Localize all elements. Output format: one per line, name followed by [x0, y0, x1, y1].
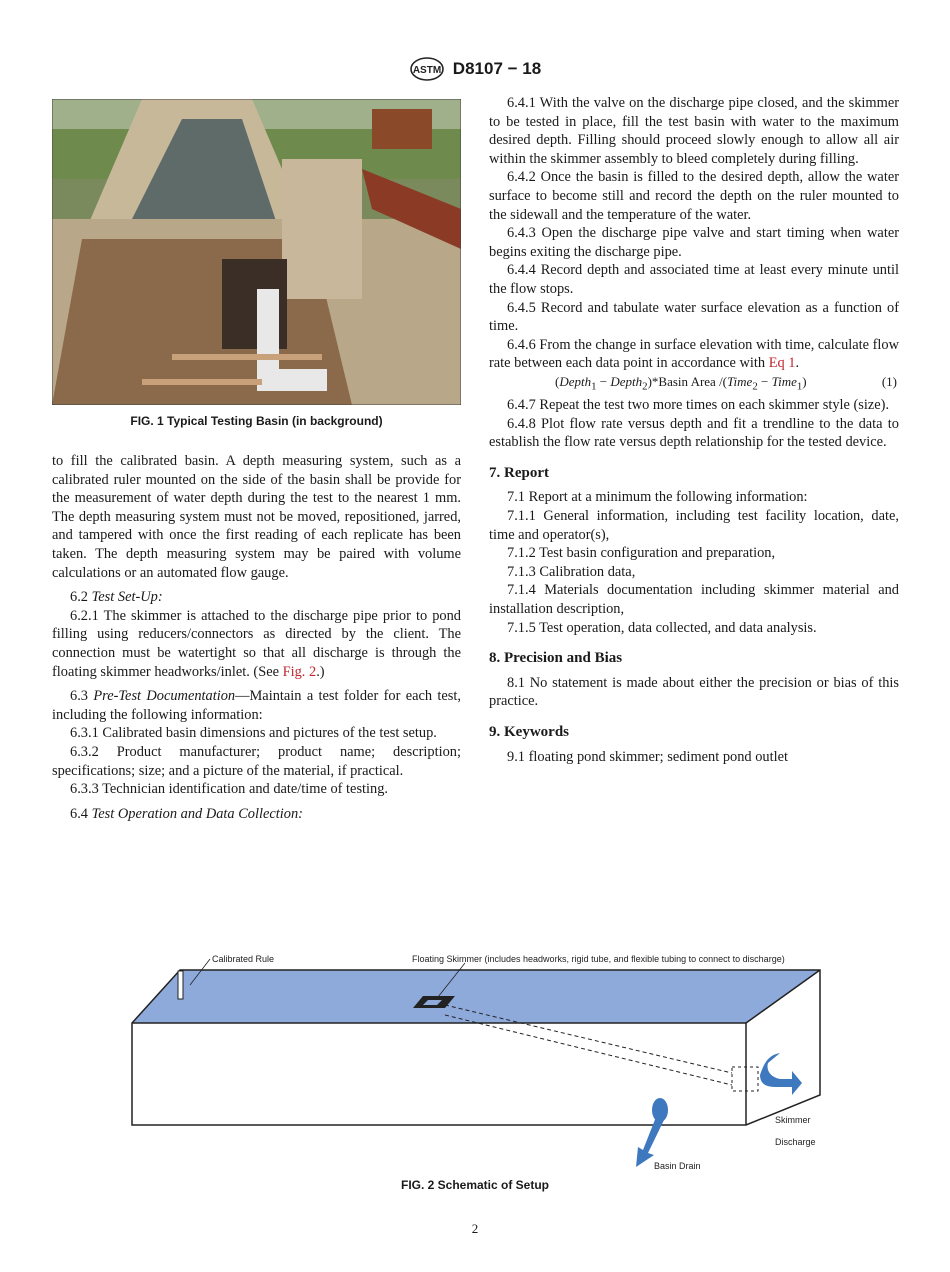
section-6-3-3: 6.3.3 Technician identification and date/time of testing.: [70, 781, 389, 798]
section-6-4-3: 6.4.3 Open the discharge pipe valve and start timing when water begins exiting the discharge pipe.: [489, 225, 899, 260]
skimmer-discharge-arrow: [760, 1053, 802, 1095]
label-skimmer: Skimmer: [775, 1115, 811, 1125]
equation-number: (1): [881, 373, 897, 389]
section-7-1-1: 7.1.1 General information, including test facility location, date, time and operator(s),: [489, 508, 899, 543]
equation-1: (Depth$_1$ − Depth$_2$)*Basin Area /(Time$_2$ − Time$_1$) (1): [555, 373, 897, 393]
page-header: [0, 57, 950, 81]
document-code: D8107 − 18: [452, 59, 542, 78]
section-6-4-7: 6.4.7 Repeat the test two more times on each skimmer style (size).: [507, 397, 890, 414]
astm-logo-icon: [409, 57, 445, 81]
label-discharge: Discharge: [775, 1137, 816, 1147]
basin-water-surface: [132, 970, 820, 1023]
section-6-4-1: 6.4.1 With the valve on the discharge pipe closed, and the skimmer to be tested in place, fill the test basin with water to the maximum desired depth. Filling should proceed slowly enough to allow all air within the skimmer assembly to bleed completely during filling.: [489, 95, 899, 167]
section-7-1-5: 7.1.5 Test operation, data collected, and data analysis.: [507, 619, 817, 636]
section-8-1: 8.1 No statement is made about either the precision or bias of this practice.: [489, 674, 899, 710]
fig1-caption: FIG. 1 Typical Testing Basin (in background): [130, 414, 383, 428]
section-6-3-2: 6.3.2 Product manufacturer; product name; description; specifications; size; and a picture of the material, if practical.: [52, 743, 461, 779]
section-6-4: 6.4 Test Operation and Data Collection:: [70, 805, 303, 822]
label-basin-drain: Basin Drain: [654, 1161, 701, 1171]
right-column: [489, 94, 899, 766]
heading-precision-bias: 8. Precision and Bias: [489, 650, 623, 667]
eq1-link[interactable]: Eq 1: [768, 355, 796, 372]
setup-schematic: [120, 945, 830, 1175]
fig2-link[interactable]: Fig. 2: [282, 663, 317, 680]
paragraph-basin-fill: to fill the calibrated basin. A depth measuring system, such as a calibrated ruler mounted on the side of the basin shall be provide for the measurement of water depth during the test to the nearest 1 mm. The depth measuring system must not be moved, repositioned, jarred, and tampered with once the first reading of each replicate has been taken. The depth measuring system may be paired with volume calculations or an automated flow gauge.: [52, 453, 461, 581]
basin-drain-valve-icon: [652, 1098, 668, 1122]
calibrated-rule: [178, 971, 183, 999]
section-6-3: 6.3 Pre-Test Documentation—Maintain a test folder for each test, including the following information:: [52, 688, 461, 723]
fig2-caption: FIG. 2 Schematic of Setup: [400, 1178, 550, 1192]
section-9-1: 9.1 floating pond skimmer; sediment pond outlet: [507, 748, 788, 765]
section-7-1: 7.1 Report at a minimum the following information:: [507, 489, 808, 506]
section-6-4-2: 6.4.2 Once the basin is filled to the desired depth, allow the water surface to become still and record the depth on the ruler mounted to the sidewall and the temperature of the water.: [489, 169, 899, 223]
page-number: 2: [471, 1221, 479, 1236]
testing-basin-photo: [52, 99, 461, 405]
label-floating-skimmer: Floating Skimmer (includes headworks, rigid tube, and flexible tubing to connect to discharge): [412, 954, 785, 964]
section-6-2-1: 6.2.1 The skimmer is attached to the discharge pipe prior to pond filling using reducers/connectors as directed by the client. The connection must be watertight so that all discharge is through the floating skimmer headworks/inlet. (See Fig. 2.): [52, 607, 461, 680]
section-7-1-4: 7.1.4 Materials documentation including skimmer material and installation description,: [489, 582, 899, 618]
left-column: [52, 452, 461, 823]
section-6-3-1: 6.3.1 Calibrated basin dimensions and pictures of the test setup.: [70, 725, 437, 742]
label-calibrated-rule: Calibrated Rule: [212, 954, 275, 964]
heading-report: 7. Report: [489, 464, 549, 481]
section-7-1-2: 7.1.2 Test basin configuration and preparation,: [507, 545, 776, 562]
section-6-2: 6.2 Test Set-Up:: [70, 589, 163, 606]
section-6-4-4: 6.4.4 Record depth and associated time at least every minute until the flow stops.: [489, 262, 899, 297]
section-6-4-5: 6.4.5 Record and tabulate water surface elevation as a function of time.: [489, 299, 899, 335]
section-7-1-3: 7.1.3 Calibration data,: [507, 563, 636, 580]
svg-text:ASTM: ASTM: [412, 65, 441, 76]
section-6-4-8: 6.4.8 Plot flow rate versus depth and fit a trendline to the data to establish the flow rate versus depth relationship for the tested device.: [489, 415, 899, 451]
heading-keywords: 9. Keywords: [489, 724, 569, 740]
section-6-4-6: 6.4.6 From the change in surface elevation with time, calculate flow rate between each data point in accordance with Eq 1.: [489, 336, 900, 372]
